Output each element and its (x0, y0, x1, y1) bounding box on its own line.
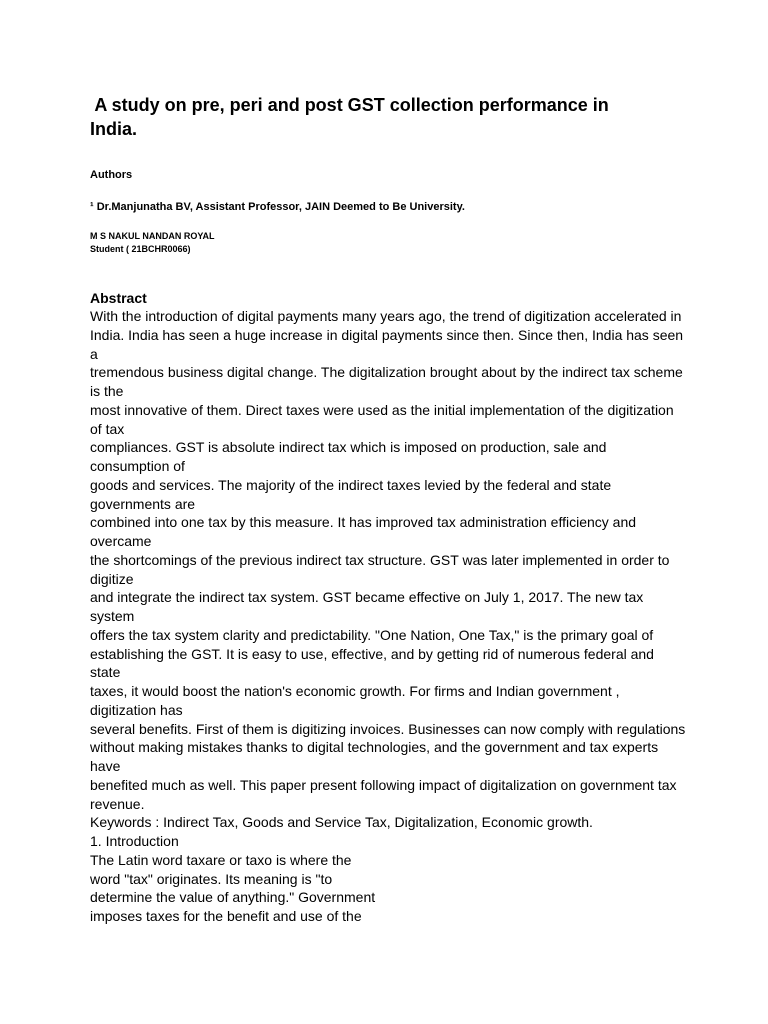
text-line: word "tax" originates. Its meaning is "to (90, 870, 333, 887)
text-line: digitize (90, 570, 134, 587)
text-line: revenue. (90, 795, 145, 812)
text-line: compliances. GST is absolute indirect tax which is imposed on production, sale and (90, 439, 607, 456)
text-line: taxes, it would boost the nation's economic growth. For firms and Indian government , (90, 683, 620, 699)
text-line: of tax (90, 420, 125, 437)
text-line: digitization has (90, 701, 183, 718)
text-line: state (90, 664, 121, 681)
text-line: tremendous business digital change. The digitalization brought about by the indirect tax scheme (90, 364, 683, 381)
text-line: governments are (90, 495, 196, 512)
text-line: imposes taxes for the benefit and use of the (90, 908, 362, 924)
abstract-heading: Abstract (90, 290, 147, 306)
text-line: India. India has seen a huge increase in digital payments since then. Since then, India has seen (90, 326, 684, 343)
author-2-role: Student ( 21BCHR0066) (90, 244, 191, 254)
text-line: The Latin word taxare or taxo is where the (90, 851, 352, 868)
text-line: the shortcomings of the previous indirect tax structure. GST was later implemented in order to (90, 551, 670, 568)
authors-heading: Authors (90, 169, 133, 181)
text-line: benefited much as well. This paper present following impact of digitalization on government tax (90, 776, 677, 793)
text-line: system (90, 608, 135, 624)
text-line: overcame (90, 533, 152, 549)
text-line: Keywords : Indirect Tax, Goods and Service Tax, Digitalization, Economic growth. (90, 814, 593, 831)
text-line: have (90, 758, 121, 774)
text-line: is the (90, 383, 124, 399)
author-2-name: M S NAKUL NANDAN ROYAL (90, 231, 215, 241)
text-line: several benefits. First of them is digitizing invoices. Businesses can now comply with regulations (90, 720, 686, 737)
text-line: consumption of (90, 458, 185, 474)
title-line-1: A study on pre, peri and post GST collection performance in (90, 95, 609, 115)
abstract-body (90, 307, 690, 926)
author-1: ¹ Dr.Manjunatha BV, Assistant Professor, JAIN Deemed to Be University. (90, 201, 465, 213)
text-line: and integrate the indirect tax system. GST became effective on July 1, 2017. The new tax (90, 589, 644, 606)
text-line: without making mistakes thanks to digital technologies, and the government and tax experts (90, 739, 659, 756)
text-line: With the introduction of digital payments many years ago, the trend of digitization accelerated in (90, 308, 682, 324)
text-line: most innovative of them. Direct taxes were used as the initial implementation of the digitization (90, 401, 674, 418)
page-title (90, 93, 690, 141)
title-line-2: India. (90, 119, 138, 139)
text-line: goods and services. The majority of the indirect taxes levied by the federal and state (90, 476, 612, 493)
text-line: determine the value of anything." Government (90, 889, 376, 906)
text-line: a (90, 345, 98, 362)
text-line: combined into one tax by this measure. It has improved tax administration efficiency and (90, 514, 637, 531)
text-line: 1. Introduction (90, 833, 179, 849)
text-line: offers the tax system clarity and predictability. "One Nation, One Tax," is the primary goal of (90, 626, 654, 643)
text-line: establishing the GST. It is easy to use, effective, and by getting rid of numerous federal and (90, 645, 654, 662)
